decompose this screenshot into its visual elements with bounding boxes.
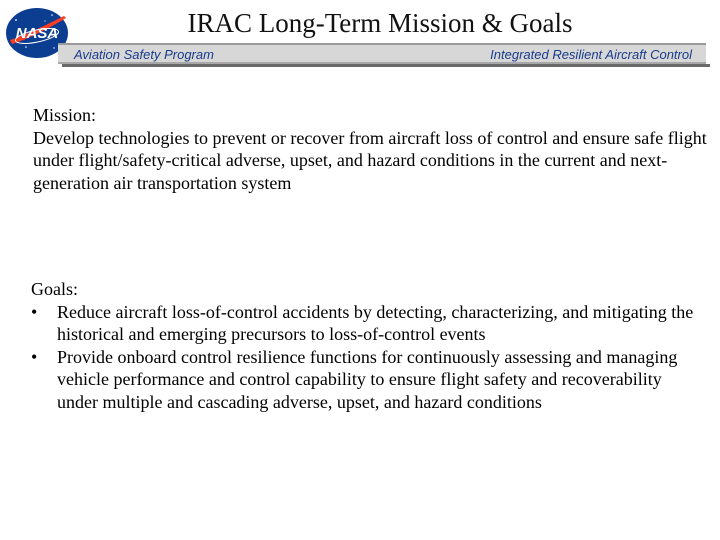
list-item bbox=[31, 346, 706, 414]
program-banner bbox=[58, 43, 706, 64]
goal-text: Provide onboard control resilience functions for continuously assessing and managing vehicle performance and control capability to ensure flight safety and recoverability under multiple and cascading adverse, upset, and hazard conditions bbox=[57, 346, 678, 412]
program-name: Aviation Safety Program bbox=[74, 47, 214, 62]
banner-shadow bbox=[62, 64, 710, 67]
goals-heading: Goals: bbox=[31, 279, 78, 299]
list-item bbox=[31, 301, 706, 346]
mission-text: Develop technologies to prevent or recover from aircraft loss of control and ensure safe flight under flight/safety-critical adverse, upset, and hazard conditions in the current and next-generation air transportation system bbox=[33, 127, 707, 193]
goals-section bbox=[31, 278, 706, 413]
bullet-dot-icon: • bbox=[31, 346, 38, 367]
page-title: IRAC Long-Term Mission & Goals bbox=[187, 8, 573, 38]
goal-text: Reduce aircraft loss-of-control accidents by detecting, characterizing, and mitigating the historical and emerging precursors to loss-of-control events bbox=[57, 301, 694, 344]
mission-heading: Mission: bbox=[33, 105, 97, 125]
bullet-dot-icon: • bbox=[31, 301, 38, 322]
nasa-logo-text: NASA bbox=[15, 25, 59, 42]
mission-section bbox=[33, 104, 708, 194]
goals-list bbox=[31, 301, 706, 414]
project-name: Integrated Resilient Aircraft Control bbox=[490, 47, 692, 62]
